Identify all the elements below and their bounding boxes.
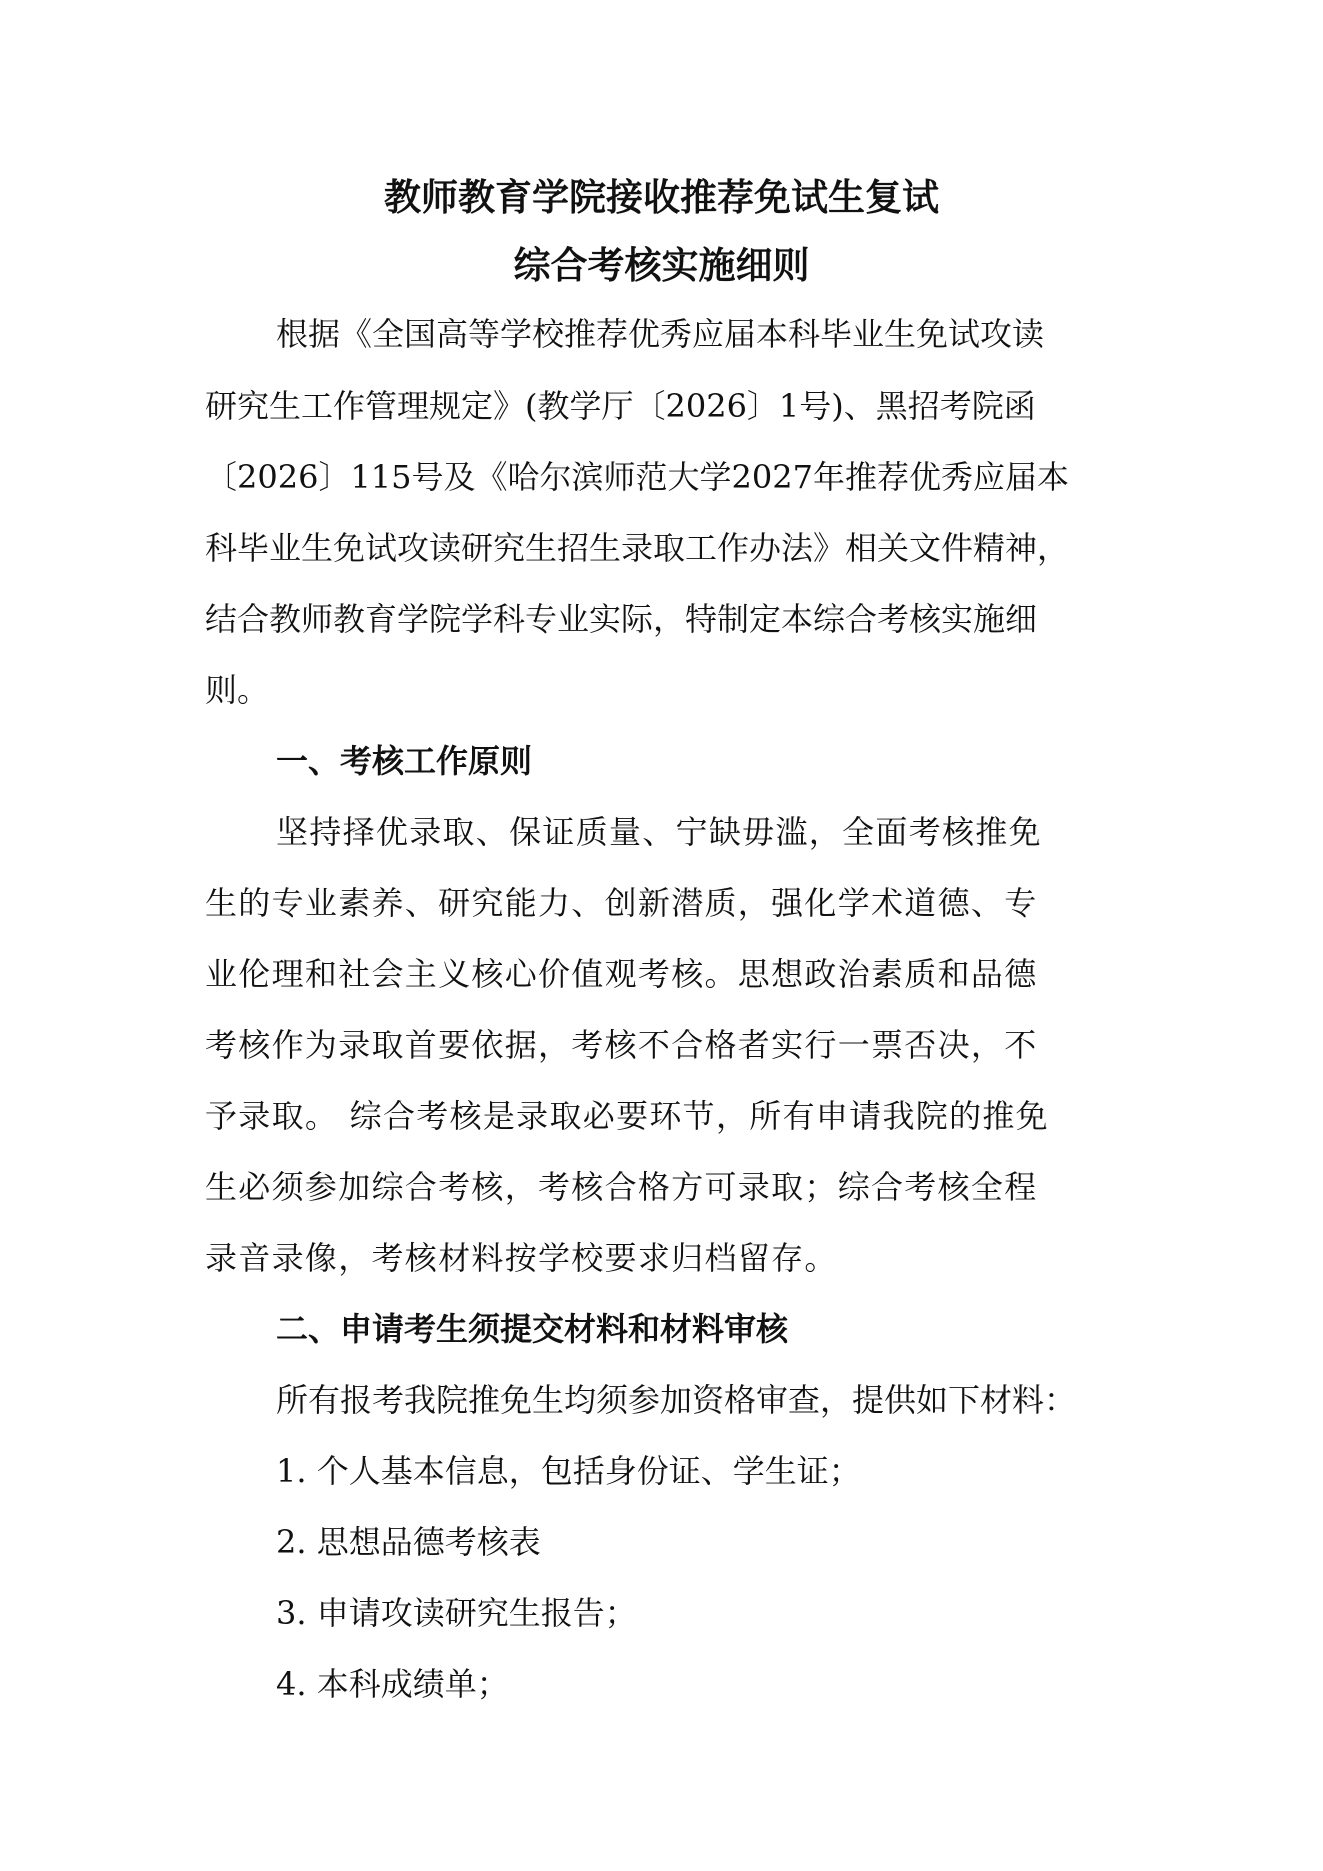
intro-line-3: 〔2026〕115号及《哈尔滨师范大学2027年推荐优秀应届本 xyxy=(205,458,1069,496)
intro-line-2: 研究生工作管理规定》(教学厅〔2026〕1号)、黑招考院函 xyxy=(205,387,1036,425)
section-1-line-1: 坚持择优录取、保证质量、宁缺毋滥，全面考核推免 xyxy=(276,813,1042,851)
section-1-line-2: 生的专业素养、研究能力、创新潜质，强化学术道德、专 xyxy=(205,884,1038,922)
intro-line-6: 则。 xyxy=(205,671,270,709)
section-1-line-7: 录音录像，考核材料按学校要求归档留存。 xyxy=(205,1239,838,1277)
section-1-line-6: 生必须参加综合考核，考核合格方可录取；综合考核全程 xyxy=(205,1168,1038,1206)
materials-item-1: 1. 个人基本信息，包括身份证、学生证； xyxy=(276,1452,861,1490)
intro-line-5: 结合教师教育学院学科专业实际，特制定本综合考核实施细 xyxy=(205,600,1038,638)
section-2-intro: 所有报考我院推免生均须参加资格审查，提供如下材料： xyxy=(276,1381,1077,1419)
document-title-line-2: 综合考核实施细则 xyxy=(513,244,810,287)
section-2-heading: 二、申请考生须提交材料和材料审核 xyxy=(276,1310,789,1348)
intro-line-4: 科毕业生免试攻读研究生招生录取工作办法》相关文件精神， xyxy=(205,529,1070,567)
section-1-line-5: 予录取。 综合考核是录取必要环节，所有申请我院的推免 xyxy=(205,1097,1049,1135)
materials-item-2: 2. 思想品德考核表 xyxy=(276,1523,541,1561)
section-1-line-4: 考核作为录取首要依据，考核不合格者实行一票否决，不 xyxy=(205,1026,1038,1064)
materials-item-4: 4. 本科成绩单； xyxy=(276,1665,509,1703)
document-title-line-1: 教师教育学院接收推荐免试生复试 xyxy=(384,176,939,219)
intro-line-1: 根据《全国高等学校推荐优秀应届本科毕业生免试攻读 xyxy=(276,315,1045,353)
section-1-line-3: 业伦理和社会主义核心价值观考核。思想政治素质和品德 xyxy=(205,955,1038,993)
materials-item-3: 3. 申请攻读研究生报告； xyxy=(276,1594,637,1632)
section-1-heading: 一、考核工作原则 xyxy=(276,742,533,780)
